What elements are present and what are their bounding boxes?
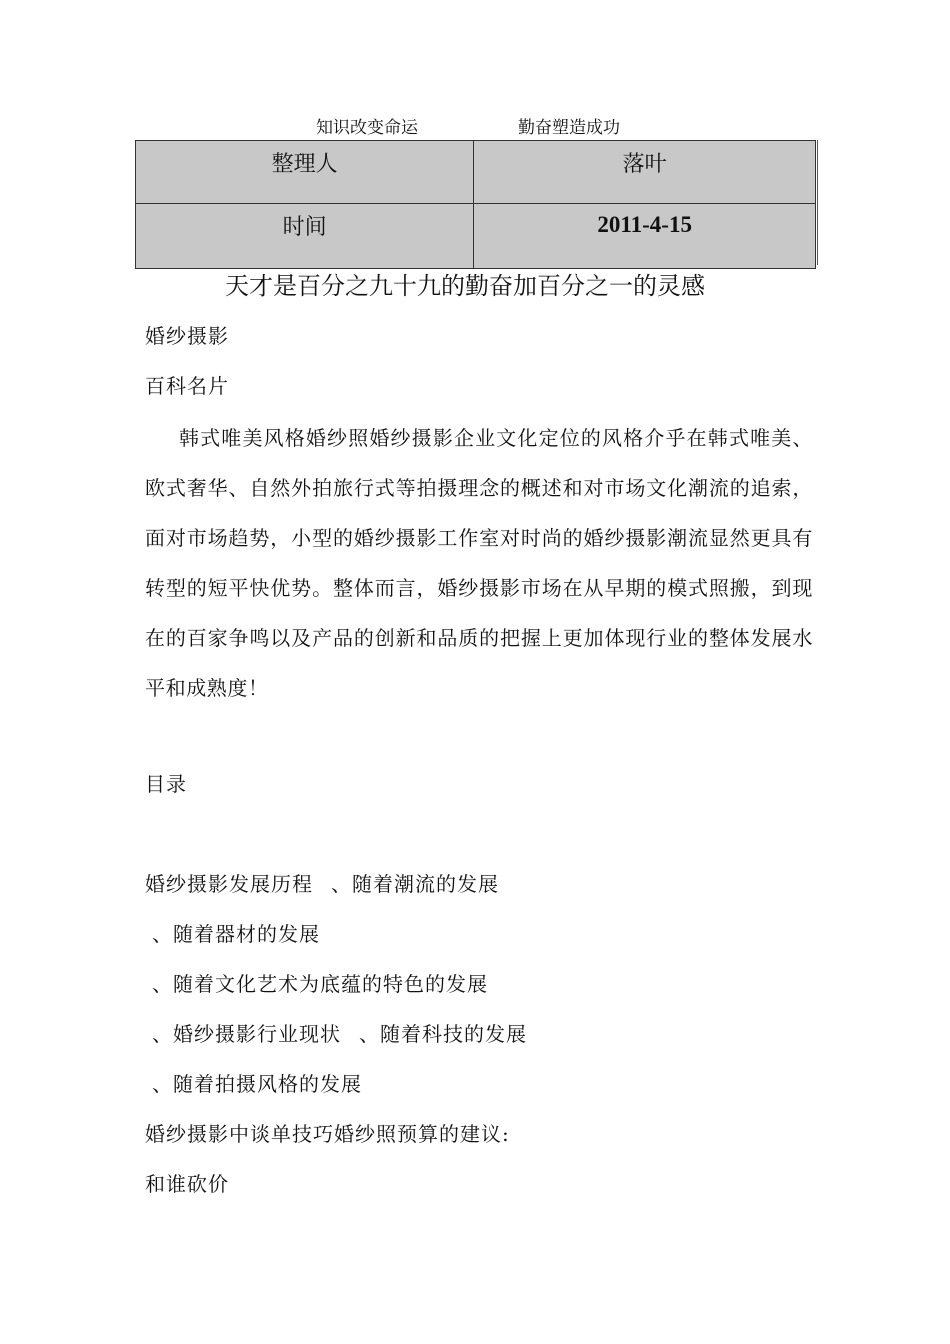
toc-item-text: 、随着潮流的发展 bbox=[331, 872, 499, 896]
page-header bbox=[0, 113, 950, 137]
toc-item-text: 、随着科技的发展 bbox=[359, 1022, 527, 1046]
toc-item-text: 、婚纱摄影行业现状 bbox=[152, 1022, 341, 1046]
toc-item: 、随着文化艺术为底蕴的特色的发展 bbox=[152, 972, 488, 996]
compiler-label: 整理人 bbox=[136, 141, 474, 204]
intro-paragraph: 韩式唯美风格婚纱照婚纱摄影企业文化定位的风格介乎在韩式唯美、欧式奢华、自然外拍旅行式等拍摄理念的概述和对市场文化潮流的追索，面对市场趋势，小型的婚纱摄影工作室对时尚的婚纱摄影潮流显然更具有转型的短平快优势。整体而言，婚纱摄影市场在从早期的模式照搬，到现在的百家争鸣以及产品的创新和品质的把握上更加体现行业的整体发展水平和成熟度！ bbox=[145, 426, 813, 700]
toc-item: 和谁砍价 bbox=[145, 1172, 229, 1196]
toc-item: 、随着拍摄风格的发展 bbox=[152, 1072, 362, 1096]
compiler-value: 落叶 bbox=[474, 141, 816, 204]
document-title: 婚纱摄影 bbox=[145, 324, 229, 348]
toc-item: 、随着器材的发展 bbox=[152, 922, 320, 946]
toc-item: 婚纱摄影中谈单技巧婚纱照预算的建议: bbox=[145, 1122, 510, 1146]
toc-item bbox=[152, 1018, 527, 1047]
date-label: 时间 bbox=[136, 204, 474, 269]
toc-item-text: 婚纱摄影发展历程 bbox=[145, 872, 313, 896]
date-value: 2011-4-15 bbox=[474, 204, 816, 269]
header-motto-right: 勤奋塑造成功 bbox=[518, 118, 620, 138]
table-row bbox=[136, 204, 816, 269]
info-table bbox=[135, 140, 816, 269]
header-motto-left: 知识改变命运 bbox=[316, 118, 418, 138]
table-row bbox=[136, 141, 816, 204]
motto-heading: 天才是百分之九十九的勤奋加百分之一的灵感 bbox=[225, 272, 705, 300]
toc-item bbox=[145, 868, 499, 897]
section-subtitle: 百科名片 bbox=[145, 374, 229, 398]
table-border-edge bbox=[817, 140, 818, 265]
toc-heading: 目录 bbox=[145, 772, 187, 796]
